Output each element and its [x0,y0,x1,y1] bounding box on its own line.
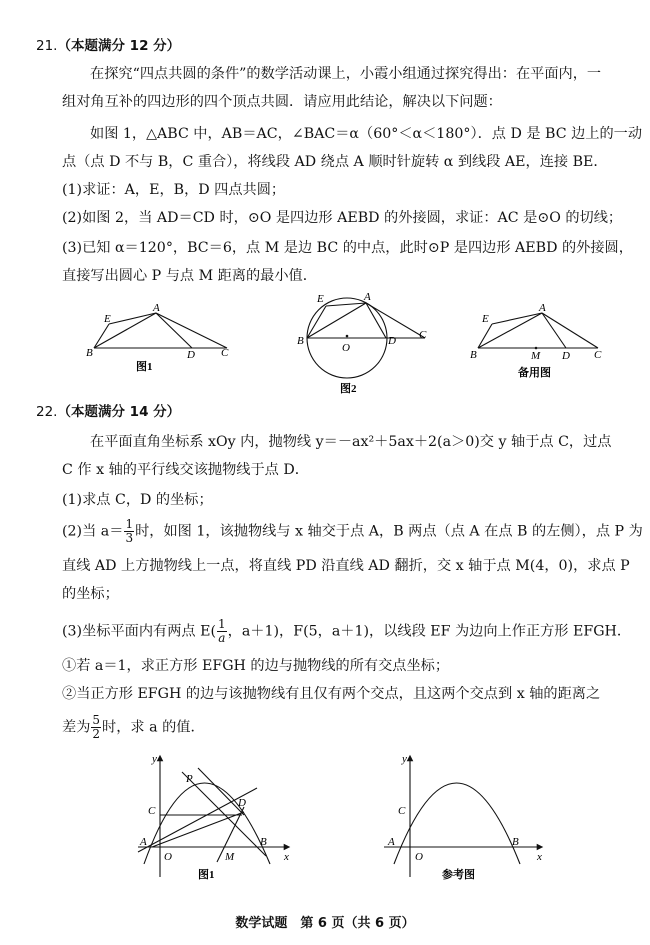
fraction-denominator: a [218,631,226,645]
graph1-label-o: O [164,851,172,863]
graph2-caption: 参考图 [442,869,475,881]
q22-part3-fraction [217,618,227,645]
q22-part2-line2: 直线 AD 上方抛物线上一点，将直线 PD 沿直线 AD 翻折，交 x 轴于点 M(4，0)，求点 P [62,558,630,574]
q21-part1: (1)求证：A，E，B，D 四点共圆； [62,182,286,198]
fig2-label-o: O [342,342,350,354]
graph1-label-m: M [225,851,235,863]
q21-stem-line1: 如图 1，△ABC 中，AB＝AC，∠BAC＝α（60°＜α＜180°）．点 D 是 BC 边上的一动 [90,126,643,142]
graph2-label-a: A [388,836,395,848]
fig3-caption: 备用图 [518,367,551,379]
fig3-label-b: B [470,349,477,361]
q21-stem-line2: 点（点 D 不与 B，C 重合），将线段 AD 绕点 A 顺时针旋转 α 到线段 AE，连接 BE． [62,154,608,170]
q22-header [36,402,650,422]
q22-graph-reference [380,752,550,886]
fig1-caption: 图1 [136,361,153,373]
q22-sub2-post: 时，求 a 的值． [102,719,205,736]
fig3-label-m: M [531,350,541,362]
graph1-label-c: C [148,805,156,817]
fraction-denominator: 2 [92,727,101,741]
fraction-numerator: 1 [125,517,134,531]
q22-sub1: ①若 a＝1，求正方形 EFGH 的边与抛物线的所有交点坐标； [62,658,450,674]
q21-part3-line2: 直接写出圆心 P 与点 M 距离的最小值． [62,268,317,284]
fig1-label-e: E [104,313,111,325]
fig2-label-d: D [388,335,396,347]
q22-sub2-pre: 差为 [62,719,91,736]
graph2-label-y: y [402,753,407,765]
q22-part2-post: 时，如图 1，该抛物线与 x 轴交于点 A，B 两点（点 A 在点 B 的左侧），点 P 为 [135,523,643,540]
q22-part2-line1 [62,518,650,545]
q21-figure-spare [468,300,618,382]
q21-score: （本题满分 12 分） [57,38,181,54]
q21-part2: (2)如图 2，当 AD＝CD 时，⊙O 是四边形 AEBD 的外接圆，求证：AC 是⊙O 的切线； [62,210,623,226]
graph2-label-b: B [512,836,519,848]
graph2-label-o: O [415,851,423,863]
q22-graph-1 [132,752,302,886]
fig3-label-e: E [482,313,489,325]
fig1-label-c: C [221,347,229,359]
q22-part3-post: ，a＋1)，F(5，a＋1)，以线段 EF 为边向上作正方形 EFGH． [227,623,632,640]
graph1-label-y: y [152,753,157,765]
page-footer: 数学试题 第 6 页（共 6 页） [235,916,415,931]
fig2-label-b: B [297,335,304,347]
q22-part2-pre: (2)当 a＝ [62,523,124,540]
q22-sub2-line1: ②当正方形 EFGH 的边与该抛物线有且仅有两个交点，且这两个交点到 x 轴的距离之 [62,686,601,702]
fraction-numerator: 1 [218,617,226,631]
q21-header [36,36,650,56]
q22-part1: (1)求点 C，D 的坐标； [62,492,213,508]
q21-intro-line2: 组对角互补的四边形的四个顶点共圆．请应用此结论，解决以下问题： [62,94,502,110]
q21-number: 21. [36,38,58,54]
fig1-label-d: D [187,349,195,361]
fig3-label-c: C [594,349,602,361]
graph1-label-a: A [140,836,147,848]
fig2-label-a: A [364,291,371,303]
q22-stem-line1: 在平面直角坐标系 xOy 内，抛物线 y＝－ax²＋5ax＋2(a＞0)交 y 轴于点 C，过点 [90,434,612,450]
fig1-label-b: B [86,347,93,359]
q22-part3-pre: (3)坐标平面内有两点 E( [62,623,216,640]
graph1-label-p: P [186,773,193,785]
q22-number: 22. [36,404,58,420]
fig2-caption: 图2 [340,383,357,395]
q21-intro-line1: 在探究“四点共圆的条件”的数学活动课上，小霞小组通过探究得出：在平面内，一 [90,66,602,82]
q22-sub2-line2 [62,714,650,741]
graph2-label-x: x [537,851,542,863]
q21-figure-2 [290,288,440,398]
q21-figure-1 [84,300,244,380]
graph1-label-d: D [238,797,246,809]
fraction-denominator: 3 [125,531,134,545]
q22-part2-line3: 的坐标； [62,586,119,602]
graph1-caption: 图1 [198,869,215,881]
fraction-numerator: 5 [92,713,101,727]
graph1-label-b: B [260,836,267,848]
fig2-label-e: E [317,293,324,305]
q21-part3-line1: (3)已知 α＝120°，BC＝6，点 M 是边 BC 的中点，此时⊙P 是四边形 AEBD 的外接圆， [62,240,633,256]
fig1-label-a: A [153,302,160,314]
q22-sub2-fraction [91,714,101,741]
fig3-label-a: A [539,302,546,314]
q22-part2-fraction [124,518,134,545]
fig2-label-c: C [419,329,427,341]
graph2-label-c: C [398,805,406,817]
q22-part3 [62,618,650,645]
graph1-label-x: x [284,851,289,863]
q22-score: （本题满分 14 分） [57,404,181,420]
q22-stem-line2: C 作 x 轴的平行线交该抛物线于点 D． [62,462,309,478]
fig3-label-d: D [562,350,570,362]
